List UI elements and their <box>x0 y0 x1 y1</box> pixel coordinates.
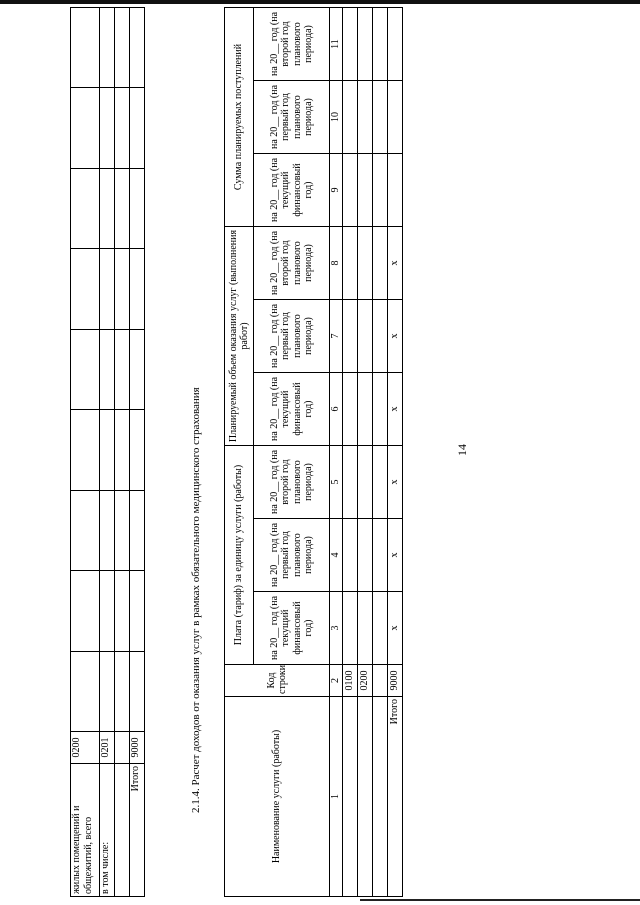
cell <box>358 519 373 592</box>
cell <box>115 88 130 168</box>
cell <box>100 168 115 248</box>
table-row <box>343 8 358 897</box>
col-number: 3 <box>330 592 343 665</box>
section-heading: 2.1.4. Расчет доходов от оказания услуг в рамках обязательного медицинского страхования <box>190 387 202 813</box>
cell: х <box>388 519 403 592</box>
income-table <box>224 7 403 897</box>
row-code: 9000 <box>130 732 145 764</box>
cell <box>343 519 358 592</box>
cell <box>115 410 130 490</box>
cell <box>115 490 130 570</box>
table-row <box>100 8 115 897</box>
cell <box>100 249 115 329</box>
cell <box>373 300 388 373</box>
col-number: 4 <box>330 519 343 592</box>
header-row <box>225 8 254 897</box>
table-row <box>358 8 373 897</box>
col-number: 11 <box>330 8 343 81</box>
cell <box>100 329 115 409</box>
total-row <box>388 8 403 897</box>
cell <box>100 410 115 490</box>
cell <box>373 227 388 300</box>
row-code: 9000 <box>388 665 403 697</box>
header-current-year: на 20__ год (на текущий финансовый год) <box>254 592 330 665</box>
total-label: Итого <box>130 764 145 897</box>
cell <box>100 8 115 89</box>
col-number: 10 <box>330 81 343 154</box>
cell <box>100 651 115 731</box>
cell <box>71 410 100 490</box>
table-row <box>115 8 130 897</box>
cell <box>358 154 373 227</box>
cell <box>388 154 403 227</box>
cell <box>71 651 100 731</box>
column-number-row <box>330 8 343 897</box>
cell <box>343 8 358 81</box>
cell <box>100 571 115 651</box>
col-number: 6 <box>330 373 343 446</box>
cell <box>130 410 145 490</box>
row-code-spacer <box>115 732 130 764</box>
cell <box>373 446 388 519</box>
cell <box>343 373 358 446</box>
cell <box>388 81 403 154</box>
cell <box>115 249 130 329</box>
cell <box>373 592 388 665</box>
cell <box>115 651 130 731</box>
col-number: 1 <box>330 697 343 897</box>
cell <box>343 154 358 227</box>
cell <box>100 490 115 570</box>
header-first-plan-year: на 20__ год (на первый год планового периода) <box>254 300 330 373</box>
cell <box>343 227 358 300</box>
header-service-name: Наименование услуги (работы) <box>225 697 330 897</box>
cell <box>71 329 100 409</box>
cell <box>100 88 115 168</box>
cell <box>71 168 100 248</box>
cell <box>130 571 145 651</box>
cell <box>115 8 130 89</box>
table-row <box>130 8 145 897</box>
header-second-plan-year: на 20__ год (на второй год планового периода) <box>254 446 330 519</box>
cell <box>71 249 100 329</box>
row-name: в том числе: <box>100 764 115 897</box>
cell <box>373 519 388 592</box>
cell <box>115 571 130 651</box>
cell: х <box>388 446 403 519</box>
cell <box>373 154 388 227</box>
header-sum: Сумма планируемых поступлений <box>225 8 254 227</box>
row-name <box>358 697 373 897</box>
cell <box>115 329 130 409</box>
cell <box>343 81 358 154</box>
row-code: 0100 <box>343 665 358 697</box>
header-current-year: на 20__ год (на текущий финансовый год) <box>254 154 330 227</box>
row-code: 0201 <box>100 732 115 764</box>
header-volume: Планируемый объем оказания услуг (выполнения работ) <box>225 227 254 446</box>
cell <box>115 168 130 248</box>
cell <box>358 373 373 446</box>
col-number: 9 <box>330 154 343 227</box>
cell <box>130 329 145 409</box>
row-spacer <box>373 697 388 897</box>
header-row-code: Код строки <box>225 665 330 697</box>
cell <box>358 81 373 154</box>
col-number: 7 <box>330 300 343 373</box>
col-number: 2 <box>330 665 343 697</box>
cell <box>358 8 373 81</box>
col-number: 8 <box>330 227 343 300</box>
cell <box>343 446 358 519</box>
header-current-year: на 20__ год (на текущий финансовый год) <box>254 373 330 446</box>
cell <box>358 227 373 300</box>
col-number: 5 <box>330 446 343 519</box>
row-code: 0200 <box>71 732 100 764</box>
cell <box>130 168 145 248</box>
table-row <box>71 8 100 897</box>
cell <box>373 373 388 446</box>
cell <box>358 300 373 373</box>
cell <box>343 592 358 665</box>
header-tariff: Плата (тариф) за единицу услуги (работы) <box>225 446 254 665</box>
cell <box>71 88 100 168</box>
cell: х <box>388 300 403 373</box>
row-code: 0200 <box>358 665 373 697</box>
row-name <box>343 697 358 897</box>
cell: х <box>388 227 403 300</box>
cell <box>130 8 145 89</box>
continued-table <box>70 7 145 897</box>
cell <box>130 651 145 731</box>
cell <box>130 490 145 570</box>
cell <box>358 446 373 519</box>
cell <box>373 81 388 154</box>
header-first-plan-year: на 20__ год (на первый год планового периода) <box>254 81 330 154</box>
row-spacer <box>115 764 130 897</box>
row-name: жилых помещений и общежитий, всего <box>71 764 100 897</box>
cell <box>388 8 403 81</box>
header-second-plan-year: на 20__ год (на второй год планового периода) <box>254 8 330 81</box>
header-second-plan-year: на 20__ год (на второй год планового периода) <box>254 227 330 300</box>
cell <box>130 249 145 329</box>
page-number: 14 <box>455 444 469 456</box>
cell: х <box>388 592 403 665</box>
cell <box>130 88 145 168</box>
cell <box>358 592 373 665</box>
cell <box>373 8 388 81</box>
cell: х <box>388 373 403 446</box>
cell <box>71 8 100 89</box>
row-code-spacer <box>373 665 388 697</box>
header-first-plan-year: на 20__ год (на первый год планового периода) <box>254 519 330 592</box>
cell <box>343 300 358 373</box>
table-row <box>373 8 388 897</box>
cell <box>71 490 100 570</box>
cell <box>71 571 100 651</box>
total-label: Итого <box>388 697 403 897</box>
